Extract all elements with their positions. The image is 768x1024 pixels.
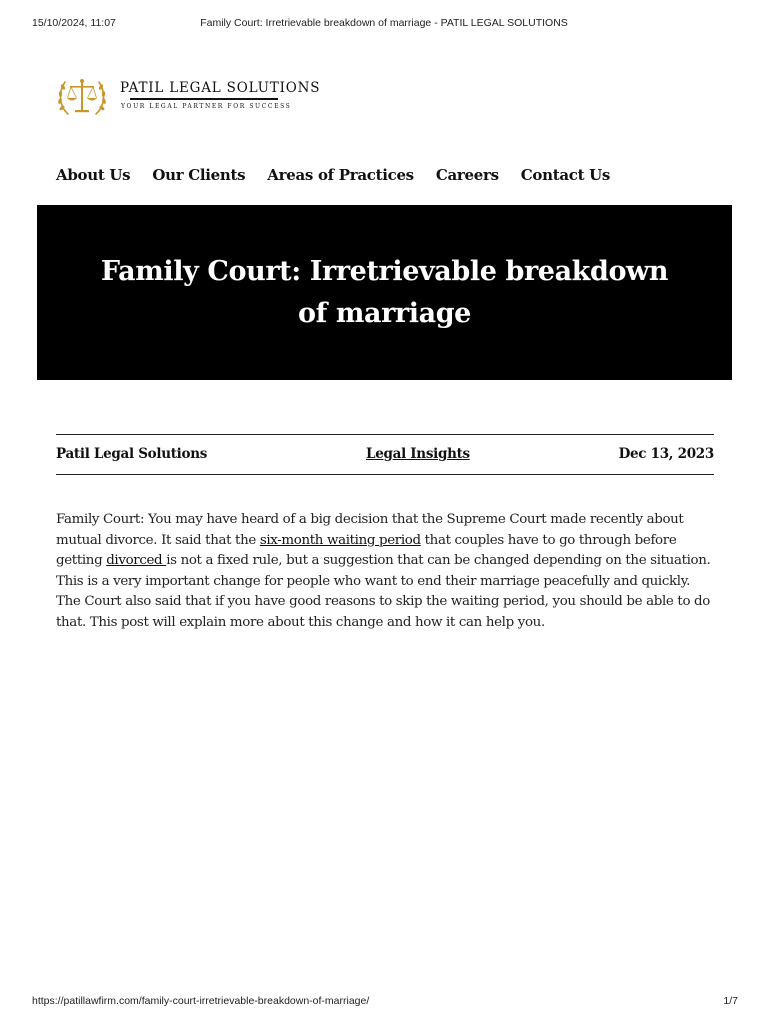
nav-areas-of-practices[interactable]: Areas of Practices xyxy=(267,166,414,184)
print-document-title: Family Court: Irretrievable breakdown of marriage - PATIL LEGAL SOLUTIONS xyxy=(200,17,568,29)
page-title: Family Court: Irretrievable breakdown of marriage xyxy=(100,255,669,329)
main-navigation xyxy=(56,166,632,184)
article-text: is not a fixed rule, but a suggestion that can be changed depending on the situation. This is a very important change for people who want to end their marriage peacefully and quickly. The Court also said that if you have good reasons to skip the waiting period, you should be able to do that. This post will explain more about this change and how it can help you. xyxy=(56,553,711,630)
logo-tagline: YOUR LEGAL PARTNER FOR SUCCESS xyxy=(121,103,292,110)
post-meta-bar xyxy=(56,434,714,475)
post-date: Dec 13, 2023 xyxy=(618,446,714,462)
article-text: that couples have to go through before getting xyxy=(56,532,677,569)
article-intro-paragraph xyxy=(56,510,716,633)
article-text: Family Court: You may have heard of a big decision that the Supreme Court made recently about mutual divorce. It said that the xyxy=(56,512,684,548)
nav-careers[interactable]: Careers xyxy=(435,166,499,184)
hero-banner xyxy=(37,205,732,380)
nav-our-clients[interactable]: Our Clients xyxy=(152,166,246,184)
print-page-url: https://patillawfirm.com/family-court-irretrievable-breakdown-of-marriage/ xyxy=(32,995,370,1007)
post-category-link[interactable]: Legal Insights xyxy=(366,446,470,462)
post-author: Patil Legal Solutions xyxy=(56,446,208,462)
divorced-link[interactable]: divorced xyxy=(106,553,167,569)
nav-about-us[interactable]: About Us xyxy=(56,166,131,184)
logo-divider xyxy=(130,98,278,100)
print-footer xyxy=(0,995,768,1015)
print-page-number: 1/7 xyxy=(723,995,738,1007)
print-datetime: 15/10/2024, 11:07 xyxy=(32,17,116,29)
site-logo[interactable] xyxy=(56,74,321,122)
nav-contact-us[interactable]: Contact Us xyxy=(520,166,611,184)
scales-of-justice-laurel-icon xyxy=(56,74,108,120)
print-header xyxy=(0,0,768,34)
logo-brand-name: PATIL LEGAL SOLUTIONS xyxy=(120,80,321,96)
six-month-waiting-period-link[interactable]: six-month waiting period xyxy=(259,532,421,548)
